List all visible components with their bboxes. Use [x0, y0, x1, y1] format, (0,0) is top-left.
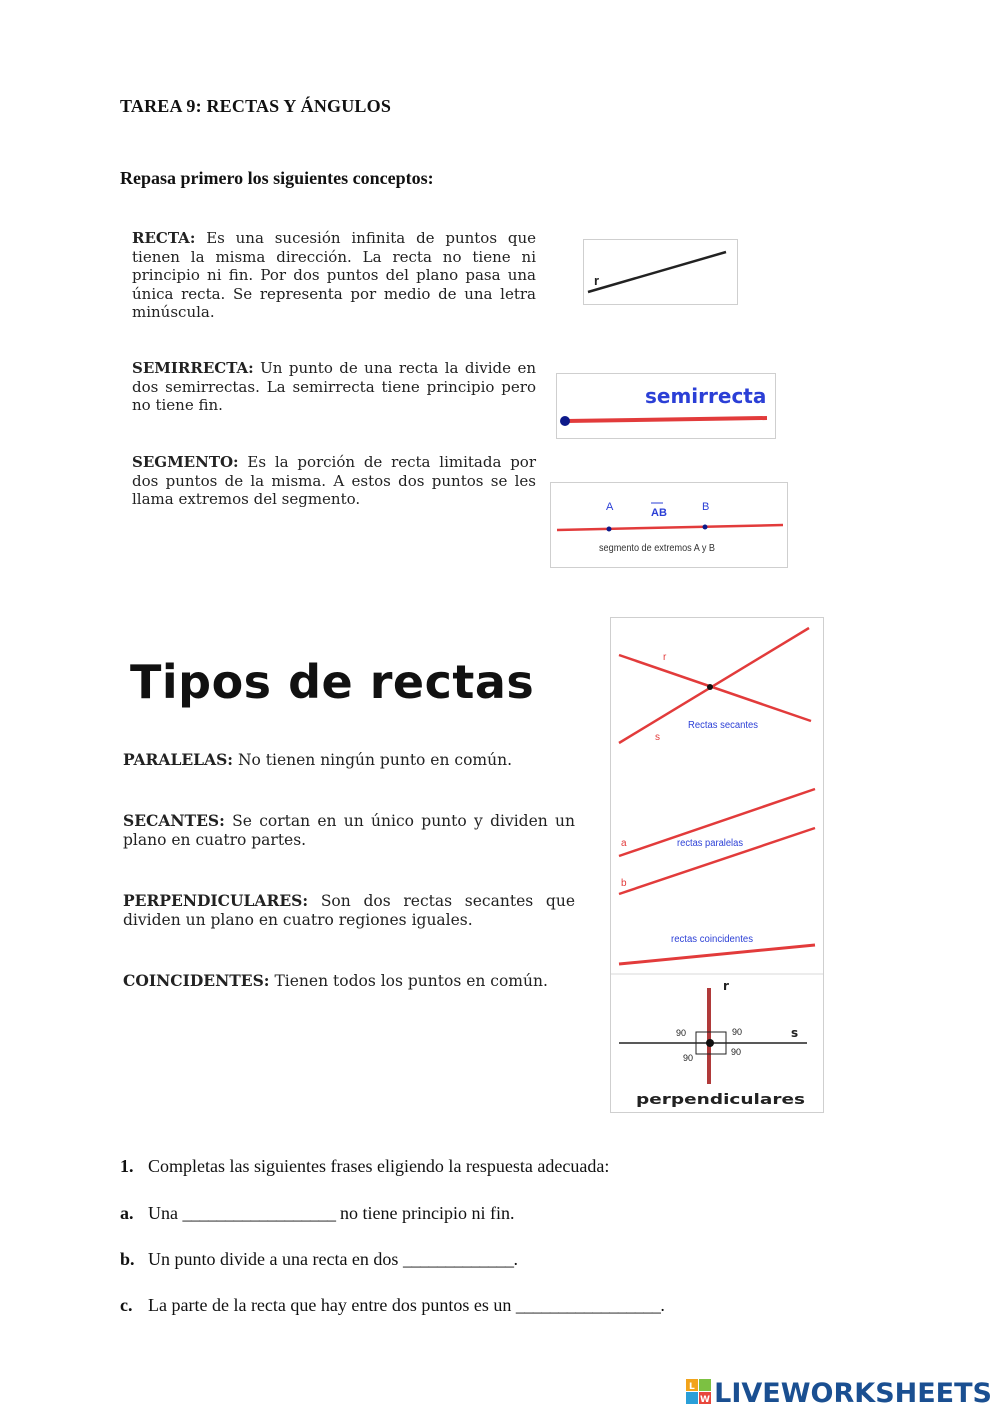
recta-figure	[583, 239, 738, 305]
perp-angle-label: 90	[676, 1028, 687, 1038]
segmento-line	[557, 525, 783, 530]
secante-intersection	[707, 684, 713, 690]
concept-term: RECTA:	[132, 229, 196, 247]
secante-label-s: s	[655, 732, 660, 743]
page-subtitle: Repasa primero los siguientes conceptos:	[120, 168, 434, 188]
recta-line	[588, 252, 726, 292]
liveworksheets-logo-icon	[686, 1379, 712, 1412]
segmento-caption: segmento de extremos A y B	[599, 542, 715, 554]
concept-text: Es una sucesión infinita de puntos que tienen la misma dirección. La recta no tiene ni principio ni fin. Por dos puntos del plano pasa una única recta. Se representa por medio de una letra minúscula.	[132, 229, 536, 321]
item-before: Una	[148, 1203, 178, 1223]
segmento-figure	[550, 482, 788, 568]
concept-text: Un punto de una recta la divide en dos semirrectas. La semirrecta tiene principio pero no tiene fin.	[132, 359, 536, 414]
logo-letter: L	[689, 1382, 695, 1392]
types-heading: Tipos de rectas	[130, 655, 535, 709]
perp-label-s: s	[791, 1026, 799, 1040]
perp-label-r: r	[723, 979, 729, 993]
answer-blank-b[interactable]: _____________	[402, 1249, 514, 1269]
concept-recta	[132, 229, 536, 322]
paralela-label-b: b	[621, 878, 627, 889]
coincidente-line	[619, 945, 815, 964]
type-text: No tienen ningún punto en común.	[237, 751, 512, 769]
type-paralelas	[123, 750, 575, 770]
type-term: COINCIDENTES:	[123, 971, 270, 990]
exercise-item-b	[120, 1249, 518, 1270]
secante-label-r: r	[663, 652, 667, 663]
semirrecta-diagram	[557, 374, 775, 438]
type-perpendiculares	[123, 891, 575, 930]
perp-angle-label: 90	[732, 1027, 743, 1037]
paralela-label-a: a	[621, 838, 627, 849]
item-letter: a.	[120, 1203, 134, 1223]
type-text: Se cortan en un único punto y dividen un plano en cuatro partes.	[123, 812, 575, 849]
item-after: no tiene principio ni fin.	[340, 1203, 515, 1223]
segmento-label-ab: AB	[651, 507, 667, 519]
concept-term: SEGMENTO:	[132, 453, 239, 471]
exercise-instruction	[120, 1156, 609, 1177]
exercise-item-c	[120, 1295, 665, 1316]
perp-angle-label: 90	[683, 1053, 694, 1063]
type-text: Son dos rectas secantes que dividen un plano en cuatro regiones iguales.	[123, 892, 575, 929]
coincidentes-caption: rectas coincidentes	[671, 934, 753, 945]
perp-caption: perpendiculares	[636, 1092, 805, 1108]
type-secantes	[123, 811, 575, 850]
recta-diagram	[584, 240, 737, 304]
exercise-item-a	[120, 1203, 514, 1224]
answer-blank-c[interactable]: _________________	[515, 1295, 661, 1315]
type-term: PARALELAS:	[123, 750, 234, 769]
type-term: PERPENDICULARES:	[123, 891, 309, 910]
segmento-label-b: B	[702, 501, 710, 513]
type-term: SECANTES:	[123, 811, 225, 830]
concept-text: Es la porción de recta limitada por dos puntos de la misma. A estos dos puntos se les llama extremos del segmento.	[132, 453, 536, 508]
paralelas-caption: rectas paralelas	[677, 838, 743, 849]
recta-label: r	[594, 273, 600, 288]
semirrecta-label: semirrecta	[645, 384, 767, 408]
item-letter: c.	[120, 1295, 133, 1315]
secante-line-s	[619, 655, 811, 721]
semirrecta-origin-point	[560, 416, 570, 426]
brand-name: LIVEWORKSHEETS	[714, 1378, 992, 1409]
type-text: Tienen todos los puntos en común.	[274, 972, 548, 990]
semirrecta-figure	[556, 373, 776, 439]
segmento-diagram	[551, 483, 787, 567]
answer-blank-a[interactable]: __________________	[182, 1203, 336, 1223]
semirrecta-line	[565, 418, 767, 421]
item-before: La parte de la recta que hay entre dos puntos es un	[148, 1295, 512, 1315]
segmento-label-a: A	[606, 501, 614, 513]
concept-segmento	[132, 453, 536, 509]
concept-term: SEMIRRECTA:	[132, 359, 254, 377]
types-diagram	[611, 618, 823, 1112]
secantes-caption: Rectas secantes	[688, 720, 758, 731]
types-figure	[610, 617, 824, 1113]
item-letter: b.	[120, 1249, 135, 1269]
item-before: Un punto divide a una recta en dos	[148, 1249, 399, 1269]
segmento-point-a	[607, 527, 612, 532]
item-after: .	[513, 1249, 518, 1269]
logo-letter: W	[700, 1395, 711, 1405]
item-after: .	[660, 1295, 665, 1315]
concept-semirrecta	[132, 359, 536, 415]
segmento-point-b	[703, 525, 708, 530]
page-title: TAREA 9: RECTAS Y ÁNGULOS	[120, 96, 392, 116]
perp-angle-label: 90	[731, 1047, 742, 1057]
exercise-instruction-text: Completas las siguientes frases eligiendo la respuesta adecuada:	[148, 1156, 610, 1176]
type-coincidentes	[123, 971, 575, 991]
perp-intersection	[706, 1039, 714, 1047]
exercise-number: 1.	[120, 1156, 134, 1176]
brand-footer[interactable]	[686, 1378, 992, 1412]
